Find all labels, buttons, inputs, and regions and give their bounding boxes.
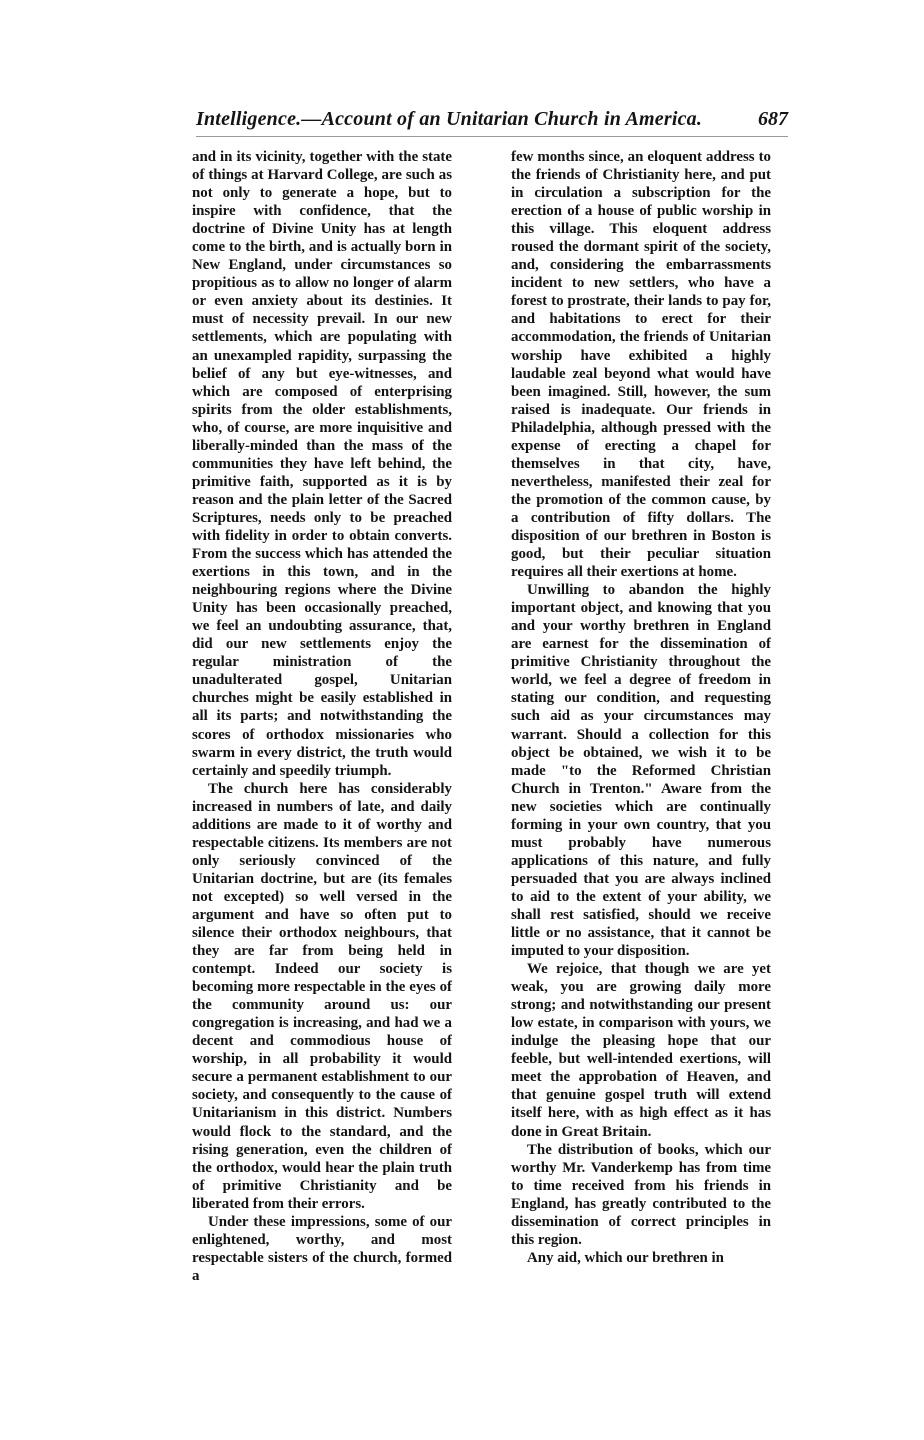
paragraph: Any aid, which our brethren in bbox=[527, 1249, 724, 1266]
paragraph: few months since, an eloquent address to the friends of Christianity here, and put in circulation a subscription for the erection of a house of public worship in this village. This eloquent address roused the dormant spirit of the society, and, considering the embarrassments incident to new settlers, who have a forest to prostrate, their lands to pay for, and habitations to erect for their accommodation, the friends of Unitarian worship have exhibited a highly laudable zeal beyond what would have been imagined. Still, however, the sum raised is inadequate. Our friends in Philadelphia, although pressed with the expense of erecting a chapel for themselves in that city, have, nevertheless, manifested their zeal for the promotion of the common cause, by a contribution of fifty dollars. The disposition of our brethren in Boston is good, but their peculiar situation requires all their exertions at home. bbox=[511, 149, 771, 581]
page-number: 687 bbox=[758, 108, 788, 130]
paragraph: The distribution of books, which our worthy Mr. Vanderkemp has from time to time received from his friends in England, has greatly contributed to the dissemination of correct principles in this region. bbox=[511, 1141, 771, 1248]
running-title: Intelligence.—Account of an Unitarian Church in America. bbox=[196, 108, 703, 130]
paragraph: We rejoice, that though we are yet weak, you are growing daily more strong; and notwithstanding our present low estate, in comparison with yours, we indulge the pleasing hope that our feeble, but well-intended exertions, will meet the approbation of Heaven, and that genuine gospel truth will extend itself here, with as high effect as it has done in Great Britain. bbox=[511, 961, 771, 1140]
left-column bbox=[192, 148, 452, 1340]
paragraph: The church here has considerably increased in numbers of late, and daily additions are made to it of worthy and respectable citizens. Its members are not only seriously convinced of the Unitarian doctrine, but are (its females not excepted) so well versed in the argument and have so often put to silence their orthodox neighbours, that they are far from being held in contempt. Indeed our society is becoming more respectable in the eyes of the community around us: our congregation is increasing, and had we a decent and commodious house of worship, in all probability it would secure a permanent establishment to our society, and consequently to the cause of Unitarianism in this district. Numbers would flock to the standard, and the rising generation, even the children of the orthodox, would hear the plain truth of primitive Christianity and be liberated from their errors. bbox=[192, 780, 452, 1212]
right-column bbox=[511, 148, 771, 1340]
paragraph: Under these impressions, some of our enlightened, worthy, and most respectable sisters of the church, formed a bbox=[192, 1213, 452, 1284]
paragraph: and in its vicinity, together with the state of things at Harvard College, are such as not only to generate a hope, but to inspire with confidence, that the doctrine of Divine Unity has at length come to the birth, and is actually born in New England, under circumstances so propitious as to allow no longer of alarm or even anxiety about its destinies. It must of necessity prevail. In our new settlements, which are populating with an unexampled rapidity, surpassing the belief of any but eye-witnesses, and which are composed of enterprising spirits from the older establishments, who, of course, are more inquisitive and liberally-minded than the mass of the communities they have left behind, the primitive faith, supported as it is by reason and the plain letter of the Sacred Scriptures, needs only to be preached with fidelity in order to obtain converts. From the success which has attended the exertions in this town, and in the neighbouring regions where the Divine Unity has been occasionally preached, we feel an undoubting assurance, that, did our new settlements enjoy the regular ministration of the unadulterated gospel, Unitarian churches might be easily established in all its parts; and notwithstanding the scores of orthodox missionaries who swarm in every district, the truth would certainly and speedily triumph. bbox=[192, 149, 452, 779]
paragraph: Unwilling to abandon the highly important object, and knowing that you and your worthy brethren in England are earnest for the dissemination of primitive Christianity throughout the world, we feel a degree of freedom in stating our condition, and requesting such aid as your circumstances may warrant. Should a collection for this object be obtained, we wish it to be made "to the Reformed Christian Church in Trenton." Aware from the new societies which are continually forming in your own country, that you must probably have numerous applications of this nature, and fully persuaded that you are always inclined to aid to the extent of your ability, we shall rest satisfied, should we receive little or no assistance, that it cannot be imputed to your disposition. bbox=[511, 582, 771, 960]
running-head bbox=[196, 106, 788, 137]
